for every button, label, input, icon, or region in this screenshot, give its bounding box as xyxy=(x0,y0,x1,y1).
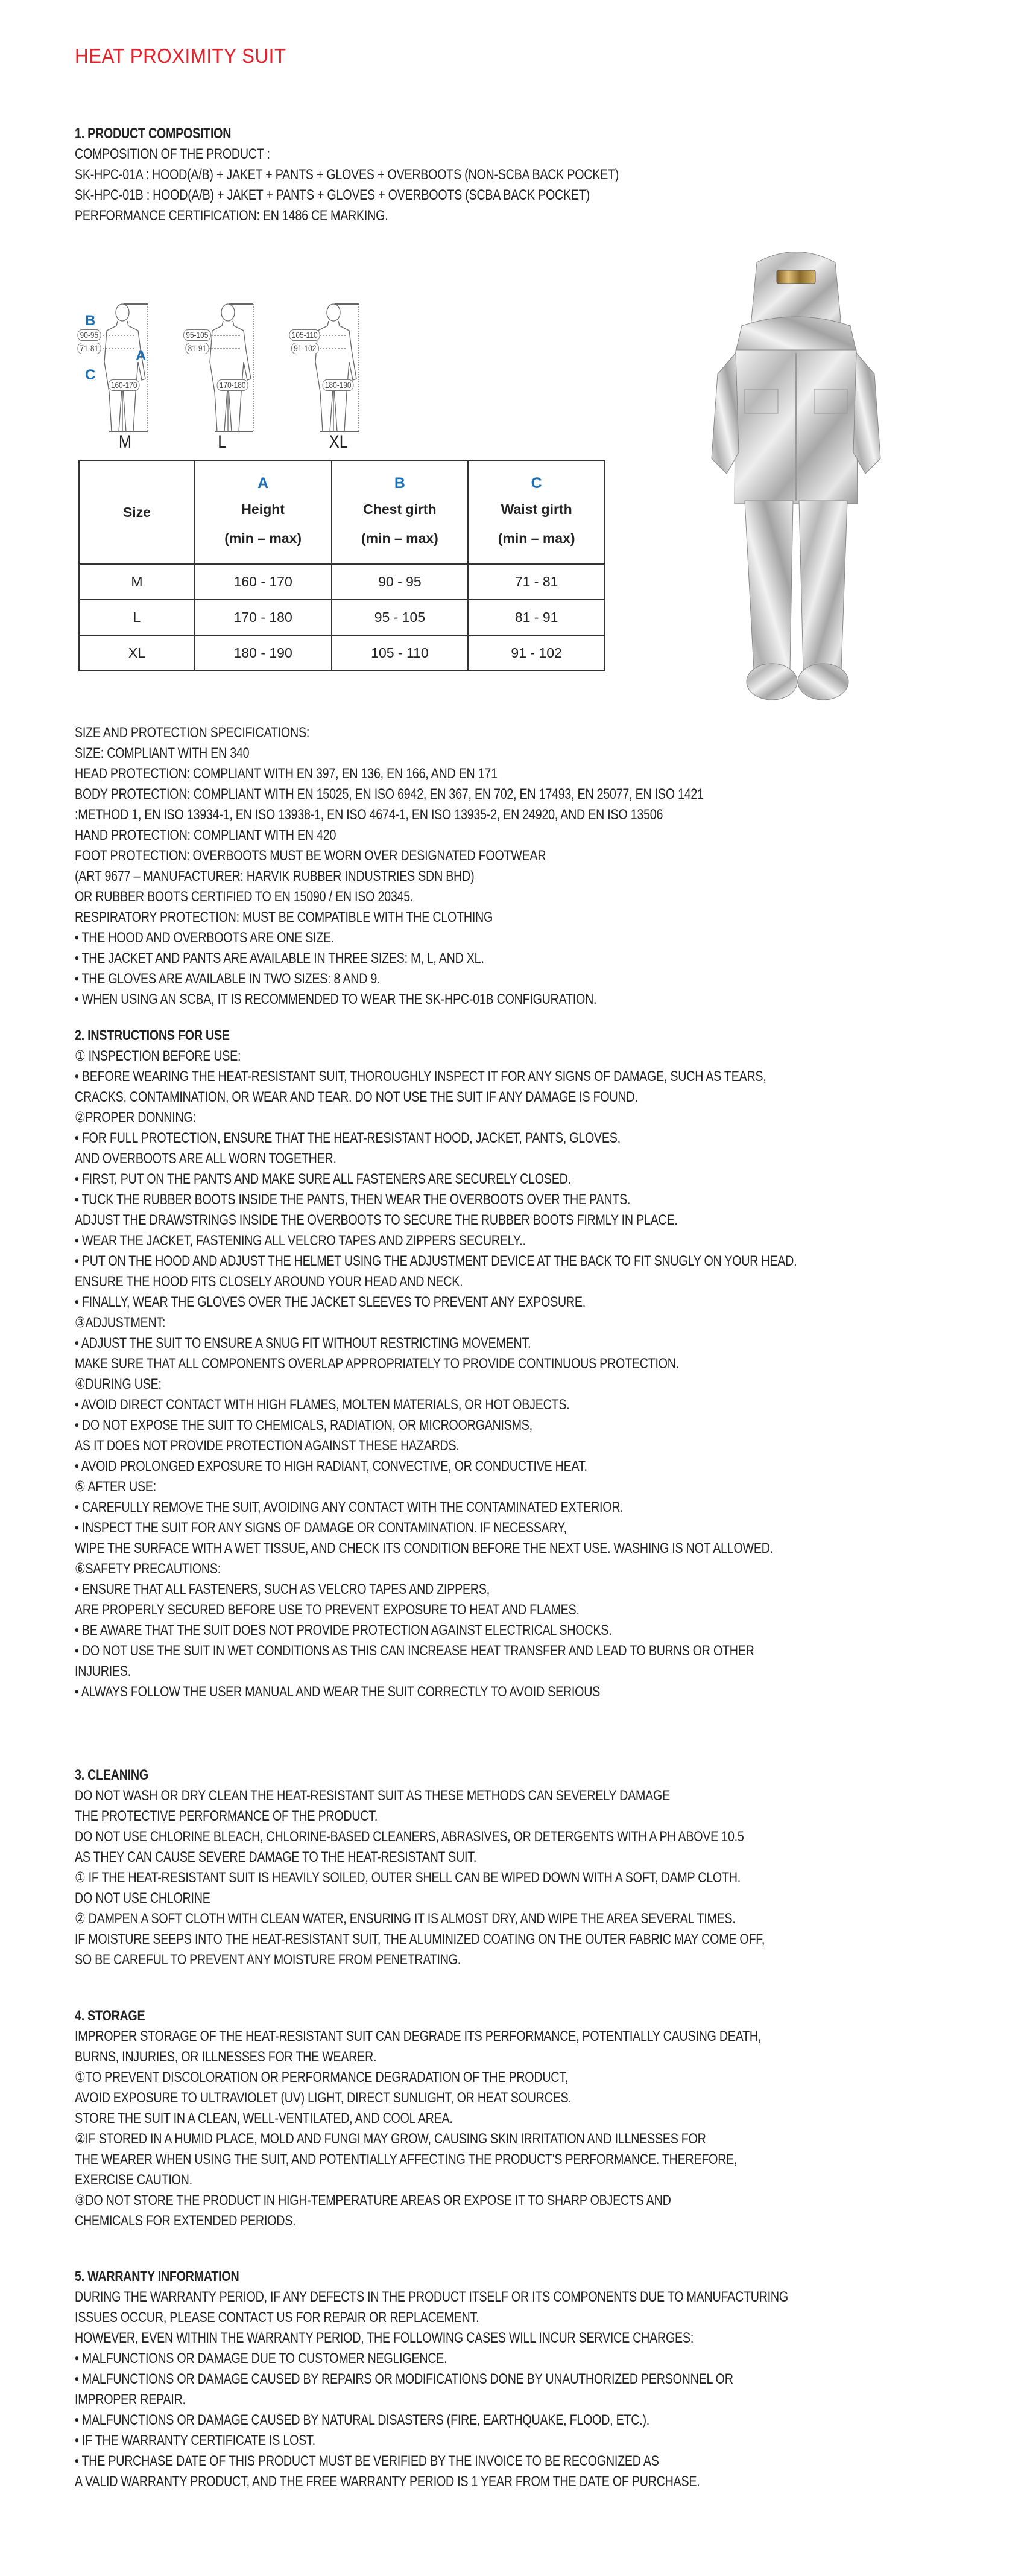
text-line: SO BE CAREFUL TO PREVENT ANY MOISTURE FROM PENETRATING. xyxy=(75,1952,461,1968)
text-line: HAND PROTECTION: COMPLIANT WITH EN 420 xyxy=(75,827,336,843)
height-pill: 170-180 xyxy=(217,379,248,391)
text-line: DO NOT USE CHLORINE BLEACH, CHLORINE-BASED CLEANERS, ABRASIVES, OR DETERGENTS WITH A PH ABOVE 10.5 xyxy=(75,1829,744,1845)
text-line: ENSURE THE HOOD FITS CLOSELY AROUND YOUR HEAD AND NECK. xyxy=(75,1274,463,1290)
text-line: ⑥SAFETY PRECAUTIONS: xyxy=(75,1561,221,1577)
text-line: THE WEARER WHEN USING THE SUIT, AND POTENTIALLY AFFECTING THE PRODUCT'S PERFORMANCE. THEREFORE, xyxy=(75,2151,738,2168)
text-line: DO NOT WASH OR DRY CLEAN THE HEAT-RESISTANT SUIT AS THESE METHODS CAN SEVERELY DAMAGE xyxy=(75,1788,671,1804)
header-height: A Height (min – max) xyxy=(195,460,332,564)
waist-pill: 81-91 xyxy=(185,343,209,354)
text-line: COMPOSITION OF THE PRODUCT : xyxy=(75,146,270,162)
page-title: HEAT PROXIMITY SUIT xyxy=(75,45,286,67)
section-instructions-for-use xyxy=(75,1026,979,1702)
cell-height: 170 - 180 xyxy=(195,600,332,635)
text-line: THE PROTECTIVE PERFORMANCE OF THE PRODUCT. xyxy=(75,1808,378,1824)
text-line: SK-HPC-01B : HOOD(A/B) + JAKET + PANTS + GLOVES + OVERBOOTS (SCBA BACK POCKET) xyxy=(75,187,590,203)
figure-size-label: XL xyxy=(329,432,348,452)
section-heading: 1. PRODUCT COMPOSITION xyxy=(75,125,232,142)
waist-pill: 91-102 xyxy=(291,343,319,354)
header-waist-girth: C Waist girth (min – max) xyxy=(468,460,605,564)
text-line: • THE HOOD AND OVERBOOTS ARE ONE SIZE. xyxy=(75,930,335,946)
human-silhouette-icon xyxy=(286,296,443,434)
text-line: STORE THE SUIT IN A CLEAN, WELL-VENTILATED, AND COOL AREA. xyxy=(75,2110,453,2127)
chest-pill: 90-95 xyxy=(77,329,101,341)
text-line: OR RUBBER BOOTS CERTIFIED TO EN 15090 / EN ISO 20345. xyxy=(75,889,414,905)
text-line: • MALFUNCTIONS OR DAMAGE DUE TO CUSTOMER NEGLIGENCE. xyxy=(75,2350,447,2367)
text-line: ISSUES OCCUR, PLEASE CONTACT US FOR REPAIR OR REPLACEMENT. xyxy=(75,2309,479,2326)
text-line: MAKE SURE THAT ALL COMPONENTS OVERLAP APPROPRIATELY TO PROVIDE CONTINUOUS PROTECTION. xyxy=(75,1356,679,1372)
cell-size: XL xyxy=(79,635,195,671)
text-line: ⑤ AFTER USE: xyxy=(75,1479,156,1495)
text-line: • BEFORE WEARING THE HEAT-RESISTANT SUIT, THOROUGHLY INSPECT IT FOR ANY SIGNS OF DAMAGE, SUCH AS TEARS, xyxy=(75,1068,766,1085)
section-heading: 5. WARRANTY INFORMATION xyxy=(75,2268,239,2285)
text-line: ②IF STORED IN A HUMID PLACE, MOLD AND FUNGI MAY GROW, CAUSING SKIN IRRITATION AND ILLNESSES FOR xyxy=(75,2131,706,2147)
section-lines xyxy=(75,2287,979,2492)
text-line: ① INSPECTION BEFORE USE: xyxy=(75,1048,241,1064)
height-pill: 180-190 xyxy=(323,379,354,391)
text-line: PERFORMANCE CERTIFICATION: EN 1486 CE MARKING. xyxy=(75,208,388,224)
figure-letter-c: C xyxy=(85,367,96,383)
section-heading: 2. INSTRUCTIONS FOR USE xyxy=(75,1027,230,1044)
table-row xyxy=(79,600,605,635)
text-line: • AVOID PROLONGED EXPOSURE TO HIGH RADIANT, CONVECTIVE, OR CONDUCTIVE HEAT. xyxy=(75,1458,587,1474)
table-row xyxy=(79,564,605,600)
text-line: • THE PURCHASE DATE OF THIS PRODUCT MUST BE VERIFIED BY THE INVOICE TO BE RECOGNIZED AS xyxy=(75,2453,659,2469)
section-heading: 3. CLEANING xyxy=(75,1767,148,1783)
text-line: • MALFUNCTIONS OR DAMAGE CAUSED BY NATURAL DISASTERS (FIRE, EARTHQUAKE, FLOOD, ETC.). xyxy=(75,2412,649,2428)
text-line: SK-HPC-01A : HOOD(A/B) + JAKET + PANTS + GLOVES + OVERBOOTS (NON-SCBA BACK POCKET) xyxy=(75,167,619,183)
cell-size: M xyxy=(79,564,195,600)
figure-letter-a: A xyxy=(136,347,147,364)
text-line: SIZE AND PROTECTION SPECIFICATIONS: xyxy=(75,725,310,741)
text-line: • INSPECT THE SUIT FOR ANY SIGNS OF DAMAGE OR CONTAMINATION. IF NECESSARY, xyxy=(75,1520,567,1536)
text-line: • TUCK THE RUBBER BOOTS INSIDE THE PANTS, THEN WEAR THE OVERBOOTS OVER THE PANTS. xyxy=(75,1191,631,1208)
text-line: AND OVERBOOTS ARE ALL WORN TOGETHER. xyxy=(75,1150,336,1167)
cell-waist: 71 - 81 xyxy=(468,564,605,600)
text-line: ② DAMPEN A SOFT CLOTH WITH CLEAN WATER, ENSURING IT IS ALMOST DRY, AND WIPE THE AREA SEVERAL TIMES. xyxy=(75,1911,736,1927)
text-line: • ALWAYS FOLLOW THE USER MANUAL AND WEAR THE SUIT CORRECTLY TO AVOID SERIOUS xyxy=(75,1684,601,1700)
chest-pill: 95-105 xyxy=(183,329,211,341)
text-line: :METHOD 1, EN ISO 13934-1, EN ISO 13938-1, EN ISO 4674-1, EN ISO 13935-2, EN 24920, AND EN ISO 13506 xyxy=(75,807,663,823)
section-product-composition xyxy=(75,124,979,226)
text-line: WIPE THE SURFACE WITH A WET TISSUE, AND CHECK ITS CONDITION BEFORE THE NEXT USE. WASHING IS NOT ALLOWED. xyxy=(75,1540,773,1556)
text-line: DURING THE WARRANTY PERIOD, IF ANY DEFECTS IN THE PRODUCT ITSELF OR ITS COMPONENTS DUE TO MANUFACTURING xyxy=(75,2289,788,2305)
cell-height: 180 - 190 xyxy=(195,635,332,671)
section-lines xyxy=(75,723,979,1010)
text-line: • THE JACKET AND PANTS ARE AVAILABLE IN THREE SIZES: M, L, AND XL. xyxy=(75,950,484,966)
text-line: HEAD PROTECTION: COMPLIANT WITH EN 397, EN 136, EN 166, AND EN 171 xyxy=(75,766,498,782)
text-line: A VALID WARRANTY PRODUCT, AND THE FREE WARRANTY PERIOD IS 1 YEAR FROM THE DATE OF PURCHASE. xyxy=(75,2473,700,2490)
text-line: • ENSURE THAT ALL FASTENERS, SUCH AS VELCRO TAPES AND ZIPPERS, xyxy=(75,1581,490,1597)
text-line: • FOR FULL PROTECTION, ENSURE THAT THE HEAT-RESISTANT HOOD, JACKET, PANTS, GLOVES, xyxy=(75,1130,621,1146)
cell-chest: 105 - 110 xyxy=(332,635,469,671)
cell-size: L xyxy=(79,600,195,635)
text-line: ① IF THE HEAT-RESISTANT SUIT IS HEAVILY SOILED, OUTER SHELL CAN BE WIPED DOWN WITH A SOFT, DAMP CLOTH. xyxy=(75,1870,741,1886)
text-line: • ADJUST THE SUIT TO ENSURE A SNUG FIT WITHOUT RESTRICTING MOVEMENT. xyxy=(75,1335,531,1351)
text-line: EXERCISE CAUTION. xyxy=(75,2172,192,2188)
text-line: ④DURING USE: xyxy=(75,1376,162,1392)
section-size-protection-specs xyxy=(75,723,979,1010)
header-chest-girth: B Chest girth (min – max) xyxy=(332,460,469,564)
text-line: (ART 9677 – MANUFACTURER: HARVIK RUBBER INDUSTRIES SDN BHD) xyxy=(75,868,475,884)
table-row xyxy=(79,635,605,671)
text-line: HOWEVER, EVEN WITHIN THE WARRANTY PERIOD, THE FOLLOWING CASES WILL INCUR SERVICE CHARGES: xyxy=(75,2330,694,2346)
heat-suit-product-image xyxy=(700,235,893,718)
text-line: CHEMICALS FOR EXTENDED PERIODS. xyxy=(75,2213,296,2229)
text-line: RESPIRATORY PROTECTION: MUST BE COMPATIBLE WITH THE CLOTHING xyxy=(75,909,493,925)
text-line: ②PROPER DONNING: xyxy=(75,1109,196,1126)
text-line: ADJUST THE DRAWSTRINGS INSIDE THE OVERBOOTS TO SECURE THE RUBBER BOOTS FIRMLY IN PLACE. xyxy=(75,1212,678,1228)
figure-size-label: L xyxy=(218,432,227,452)
text-line: • THE GLOVES ARE AVAILABLE IN TWO SIZES: 8 AND 9. xyxy=(75,971,381,987)
text-line: FOOT PROTECTION: OVERBOOTS MUST BE WORN OVER DESIGNATED FOOTWEAR xyxy=(75,848,546,864)
cell-chest: 90 - 95 xyxy=(332,564,469,600)
table-header-row xyxy=(79,460,605,564)
section-storage xyxy=(75,2006,979,2232)
text-line: • CAREFULLY REMOVE THE SUIT, AVOIDING ANY CONTACT WITH THE CONTAMINATED EXTERIOR. xyxy=(75,1499,624,1515)
text-line: IF MOISTURE SEEPS INTO THE HEAT-RESISTANT SUIT, THE ALUMINIZED COATING ON THE OUTER FABRIC MAY COME OFF, xyxy=(75,1931,765,1947)
text-line: • WEAR THE JACKET, FASTENING ALL VELCRO TAPES AND ZIPPERS SECURELY.. xyxy=(75,1232,526,1249)
section-lines xyxy=(75,1046,979,1702)
size-table xyxy=(78,460,605,671)
section-lines xyxy=(75,2026,979,2232)
text-line: ③ADJUSTMENT: xyxy=(75,1315,166,1331)
section-warranty-information xyxy=(75,2267,979,2492)
cell-height: 160 - 170 xyxy=(195,564,332,600)
waist-pill: 71-81 xyxy=(77,343,101,354)
cell-waist: 91 - 102 xyxy=(468,635,605,671)
text-line: AS IT DOES NOT PROVIDE PROTECTION AGAINST THESE HAZARDS. xyxy=(75,1438,460,1454)
text-line: DO NOT USE CHLORINE xyxy=(75,1890,210,1906)
text-line: IMPROPER STORAGE OF THE HEAT-RESISTANT SUIT CAN DEGRADE ITS PERFORMANCE, POTENTIALLY CAUSING DEATH, xyxy=(75,2028,762,2045)
text-line: • DO NOT EXPOSE THE SUIT TO CHEMICALS, RADIATION, OR MICROORGANISMS, xyxy=(75,1417,532,1433)
text-line: AS THEY CAN CAUSE SEVERE DAMAGE TO THE HEAT-RESISTANT SUIT. xyxy=(75,1849,477,1865)
section-cleaning xyxy=(75,1765,979,1970)
text-line: • MALFUNCTIONS OR DAMAGE CAUSED BY REPAIRS OR MODIFICATIONS DONE BY UNAUTHORIZED PERSONNEL OR xyxy=(75,2371,733,2387)
text-line: SIZE: COMPLIANT WITH EN 340 xyxy=(75,745,250,761)
text-line: • FIRST, PUT ON THE PANTS AND MAKE SURE ALL FASTENERS ARE SECURELY CLOSED. xyxy=(75,1171,571,1187)
text-line: • IF THE WARRANTY CERTIFICATE IS LOST. xyxy=(75,2432,315,2449)
text-line: AVOID EXPOSURE TO ULTRAVIOLET (UV) LIGHT, DIRECT SUNLIGHT, OR HEAT SOURCES. xyxy=(75,2090,572,2106)
text-line: INJURIES. xyxy=(75,1663,131,1680)
figure-size-label: M xyxy=(118,432,132,452)
section-heading: 4. STORAGE xyxy=(75,2008,145,2024)
size-figure-xl xyxy=(286,296,443,458)
chest-pill: 105-110 xyxy=(289,329,320,341)
header-size: Size xyxy=(79,460,195,564)
text-line: • WHEN USING AN SCBA, IT IS RECOMMENDED TO WEAR THE SK-HPC-01B CONFIGURATION. xyxy=(75,991,597,1007)
height-pill: 160-170 xyxy=(109,379,140,391)
text-line: • AVOID DIRECT CONTACT WITH HIGH FLAMES, MOLTEN MATERIALS, OR HOT OBJECTS. xyxy=(75,1397,570,1413)
figure-letter-b: B xyxy=(85,312,96,329)
cell-chest: 95 - 105 xyxy=(332,600,469,635)
section-lines xyxy=(75,1786,979,1970)
size-figures xyxy=(75,296,606,458)
text-line: • DO NOT USE THE SUIT IN WET CONDITIONS AS THIS CAN INCREASE HEAT TRANSFER AND LEAD TO BURNS OR OTHER xyxy=(75,1643,754,1659)
text-line: ①TO PREVENT DISCOLORATION OR PERFORMANCE DEGRADATION OF THE PRODUCT, xyxy=(75,2069,569,2086)
cell-waist: 81 - 91 xyxy=(468,600,605,635)
section-lines xyxy=(75,144,979,226)
text-line: CRACKS, CONTAMINATION, OR WEAR AND TEAR. DO NOT USE THE SUIT IF ANY DAMAGE IS FOUND. xyxy=(75,1089,638,1105)
text-line: • BE AWARE THAT THE SUIT DOES NOT PROVIDE PROTECTION AGAINST ELECTRICAL SHOCKS. xyxy=(75,1622,612,1639)
text-line: • PUT ON THE HOOD AND ADJUST THE HELMET USING THE ADJUSTMENT DEVICE AT THE BACK TO FIT SNUGLY ON YOUR HEAD. xyxy=(75,1253,797,1269)
text-line: IMPROPER REPAIR. xyxy=(75,2391,186,2408)
text-line: • FINALLY, WEAR THE GLOVES OVER THE JACKET SLEEVES TO PREVENT ANY EXPOSURE. xyxy=(75,1294,586,1310)
text-line: ③DO NOT STORE THE PRODUCT IN HIGH-TEMPERATURE AREAS OR EXPOSE IT TO SHARP OBJECTS AND xyxy=(75,2192,671,2209)
text-line: BODY PROTECTION: COMPLIANT WITH EN 15025, EN ISO 6942, EN 367, EN 702, EN 17493, EN 25077, EN ISO 1421 xyxy=(75,786,704,802)
text-line: BURNS, INJURIES, OR ILLNESSES FOR THE WEARER. xyxy=(75,2049,377,2065)
text-line: ARE PROPERLY SECURED BEFORE USE TO PREVENT EXPOSURE TO HEAT AND FLAMES. xyxy=(75,1602,580,1618)
